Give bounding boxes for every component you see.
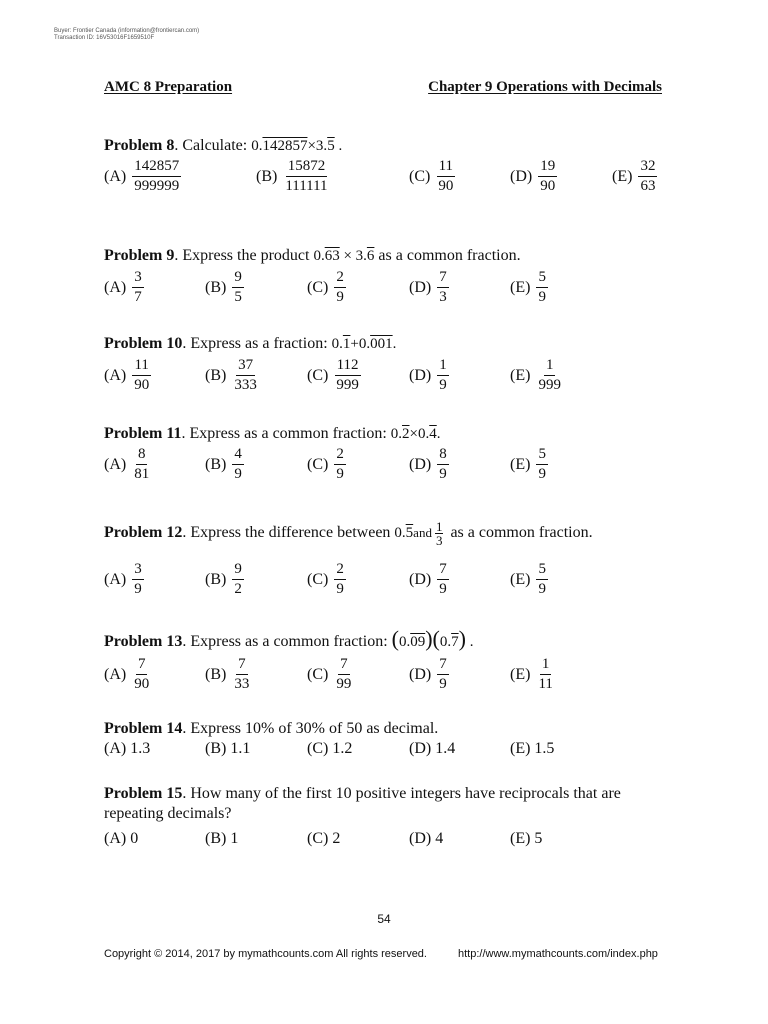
- numerator: 1: [540, 656, 552, 675]
- fraction: [232, 269, 244, 306]
- problem-label: Problem 15: [104, 785, 183, 802]
- choice-b[interactable]: [205, 269, 244, 306]
- expr-int: 0.: [313, 248, 325, 264]
- problem-label: Problem 8: [104, 137, 175, 154]
- choice-label: (C): [307, 570, 329, 588]
- choice-e[interactable]: (E) 1.5: [510, 740, 555, 757]
- expr-end: .: [465, 634, 474, 650]
- numerator: 37: [236, 357, 255, 376]
- expr-repeat: 4: [429, 426, 437, 442]
- choice-label: (A): [104, 278, 127, 296]
- problem-9: [104, 246, 521, 266]
- fraction: [334, 269, 346, 306]
- expr-int: 0.: [331, 336, 343, 352]
- choice-label: (E): [510, 455, 531, 473]
- choice-c[interactable]: [409, 158, 455, 195]
- fraction: [132, 656, 151, 693]
- denominator: 7: [134, 289, 142, 305]
- problem-tail: as a common fraction.: [374, 247, 521, 264]
- choice-e[interactable]: [510, 656, 555, 693]
- denominator: 9: [538, 289, 546, 305]
- problem-label: Problem 14: [104, 720, 183, 737]
- numerator: 7: [338, 656, 350, 675]
- numerator: 7: [136, 656, 148, 675]
- choice-label: (B): [205, 455, 227, 473]
- denominator: 2: [234, 581, 242, 597]
- denominator: 90: [438, 178, 454, 194]
- problem-expression: [394, 519, 446, 549]
- problem-15: [104, 784, 621, 824]
- numerator: 4: [232, 446, 244, 465]
- choice-label: (A): [104, 366, 127, 384]
- choice-a[interactable]: (A) 1.3: [104, 740, 151, 757]
- numerator: 2: [334, 446, 346, 465]
- choice-a[interactable]: (A) 0: [104, 830, 139, 847]
- choice-c[interactable]: [307, 561, 346, 598]
- expr-repeat: 2: [402, 426, 410, 442]
- expr-int: 0.: [398, 634, 411, 650]
- choice-label: (D): [409, 570, 432, 588]
- expr-op: × 3.: [339, 248, 367, 264]
- fraction: [536, 357, 563, 394]
- choice-e[interactable]: [510, 561, 548, 598]
- choice-a[interactable]: [104, 269, 144, 306]
- problem-expression: [313, 248, 374, 264]
- choice-label: (C): [307, 278, 329, 296]
- choice-label: (A): [104, 167, 127, 185]
- choice-label: (A): [104, 570, 127, 588]
- problem-text-line2: repeating decimals?: [104, 805, 232, 822]
- choice-e[interactable]: [510, 357, 563, 394]
- problem-label: Problem 11: [104, 425, 182, 442]
- fraction: [536, 269, 548, 306]
- paren-open: (: [432, 626, 440, 651]
- expr-int: 0.: [251, 138, 263, 154]
- denominator: 333: [234, 377, 257, 393]
- numerator: 1: [435, 519, 443, 535]
- denominator: 999999: [134, 178, 180, 194]
- fraction: [232, 561, 244, 598]
- choice-d[interactable]: [409, 656, 449, 693]
- choice-label: (D): [409, 665, 432, 683]
- choice-label: (A): [104, 665, 127, 683]
- numerator: 3: [132, 269, 144, 288]
- problem-12: [104, 516, 593, 550]
- fraction: [536, 656, 554, 693]
- fraction: [334, 357, 361, 394]
- choice-c[interactable]: [307, 446, 346, 483]
- choice-label: (C): [307, 366, 329, 384]
- numerator: 7: [236, 656, 248, 675]
- numerator: 5: [536, 561, 548, 580]
- expr-end: .: [392, 336, 397, 352]
- expr-int: 0.: [439, 634, 452, 650]
- choice-b[interactable]: [205, 446, 244, 483]
- fraction: [232, 357, 259, 394]
- choice-c[interactable]: (C) 2: [307, 830, 341, 847]
- problem-tail: as a common fraction.: [446, 524, 593, 541]
- fraction: [334, 656, 353, 693]
- numerator: 1: [437, 357, 449, 376]
- fraction: [437, 269, 449, 306]
- numerator: 1: [544, 357, 556, 376]
- choice-label: (E): [510, 278, 531, 296]
- choice-b[interactable]: [205, 656, 251, 693]
- denominator: 3: [439, 289, 447, 305]
- choice-label: (C): [307, 455, 329, 473]
- choice-label: (E): [510, 570, 531, 588]
- denominator: 9: [336, 289, 344, 305]
- fraction: [283, 158, 329, 195]
- denominator: 9: [336, 581, 344, 597]
- numerator: 11: [437, 158, 455, 177]
- denominator: 9: [538, 466, 546, 482]
- fraction: [538, 158, 557, 195]
- choice-e[interactable]: [510, 269, 548, 306]
- numerator: 8: [437, 446, 449, 465]
- fraction: [132, 158, 181, 195]
- expr-repeat: 6: [366, 248, 375, 264]
- denominator: 90: [540, 178, 556, 194]
- problem-expression: [332, 336, 397, 352]
- choice-d[interactable]: [409, 269, 449, 306]
- expr-repeat: 5: [405, 525, 414, 541]
- expr-repeat: 7: [451, 634, 459, 650]
- problem-14: [104, 719, 438, 739]
- denominator: 9: [336, 466, 344, 482]
- denominator: 63: [640, 178, 656, 194]
- choice-a[interactable]: [104, 357, 151, 394]
- numerator: 8: [136, 446, 148, 465]
- problem-text: . Express as a fraction:: [182, 335, 332, 352]
- choice-a[interactable]: [104, 561, 144, 598]
- footer-url[interactable]: http://www.mymathcounts.com/index.php: [458, 948, 658, 960]
- choice-e[interactable]: [612, 158, 657, 195]
- choice-label: (E): [612, 167, 633, 185]
- expr-int: 0.: [394, 525, 406, 541]
- problem-8: [104, 136, 342, 156]
- denominator: 999: [538, 377, 561, 393]
- choice-c[interactable]: (C) 1.2: [307, 740, 353, 757]
- header-title: AMC 8 Preparation: [104, 79, 233, 95]
- choice-b[interactable]: (B) 1: [205, 830, 239, 847]
- inline-fraction: [435, 520, 444, 547]
- expr-repeat: 001: [370, 336, 393, 352]
- problem-text: . Express as a common fraction:: [181, 425, 391, 442]
- numerator: 11: [132, 357, 150, 376]
- choice-label: (A): [104, 455, 127, 473]
- denominator: 11: [538, 676, 553, 692]
- problem-expression: [251, 138, 342, 154]
- problem-10: [104, 334, 396, 354]
- choice-c[interactable]: [307, 269, 346, 306]
- fraction: [132, 561, 144, 598]
- expr-op: ×0.: [409, 426, 430, 442]
- expr-repeat: 09: [410, 634, 426, 650]
- expr-op: ×3.: [307, 138, 328, 154]
- watermark-buyer: Buyer: Frontier Canada (information@frontiercan.com): [54, 28, 200, 34]
- footer-copyright: Copyright © 2014, 2017 by mymathcounts.com All rights reserved.: [104, 948, 427, 960]
- problem-label: Problem 13: [104, 633, 183, 650]
- numerator: 7: [437, 561, 449, 580]
- denominator: 9: [134, 581, 142, 597]
- header-chapter: Chapter 9 Operations with Decimals: [428, 79, 662, 95]
- fraction: [232, 446, 244, 483]
- choice-label: (C): [409, 167, 431, 185]
- numerator: 7: [437, 656, 449, 675]
- choice-label: (D): [409, 278, 432, 296]
- fraction: [132, 357, 151, 394]
- denominator: 90: [134, 377, 150, 393]
- numerator: 2: [334, 561, 346, 580]
- problem-label: Problem 10: [104, 335, 183, 352]
- fraction: [232, 656, 251, 693]
- choice-label: (E): [510, 665, 531, 683]
- choice-a[interactable]: [104, 158, 181, 195]
- problem-expression: [391, 626, 474, 651]
- denominator: 99: [336, 676, 352, 692]
- paren-close: ): [458, 626, 466, 651]
- numerator: 112: [335, 357, 361, 376]
- problem-text: . Express as a common fraction:: [182, 633, 392, 650]
- expr-repeat: 1: [342, 336, 351, 352]
- numerator: 15872: [286, 158, 328, 177]
- choice-label: (B): [205, 278, 227, 296]
- denominator: 999: [336, 377, 359, 393]
- denominator: 3: [435, 533, 443, 549]
- problem-13: [104, 626, 473, 655]
- choice-label: (D): [409, 366, 432, 384]
- denominator: 9: [439, 466, 447, 482]
- fraction: [536, 446, 548, 483]
- fraction: [437, 561, 449, 598]
- choice-d[interactable]: (D) 4: [409, 830, 444, 847]
- problem-text: . Express 10% of 30% of 50 as decimal.: [182, 720, 439, 737]
- choice-d[interactable]: (D) 1.4: [409, 740, 456, 757]
- fraction: [436, 158, 455, 195]
- choice-label: (B): [205, 570, 227, 588]
- denominator: 9: [439, 581, 447, 597]
- denominator: 33: [234, 676, 250, 692]
- denominator: 9: [439, 377, 447, 393]
- watermark: [54, 28, 199, 42]
- numerator: 5: [536, 269, 548, 288]
- problem-11: [104, 424, 440, 444]
- choice-a[interactable]: [104, 656, 151, 693]
- choice-e[interactable]: [510, 446, 548, 483]
- expr-op: +0.: [350, 336, 371, 352]
- choice-label: (E): [510, 366, 531, 384]
- fraction: [334, 446, 346, 483]
- denominator: 90: [134, 676, 150, 692]
- numerator: 2: [334, 269, 346, 288]
- denominator: 9: [234, 466, 242, 482]
- fraction: [437, 656, 449, 693]
- fraction: [638, 158, 657, 195]
- choice-label: (B): [205, 665, 227, 683]
- expr-end: .: [334, 138, 343, 154]
- expr-repeat: 142857: [262, 138, 308, 154]
- choice-label: (C): [307, 665, 329, 683]
- page-number: 54: [377, 912, 391, 926]
- denominator: 81: [134, 466, 150, 482]
- denominator: 9: [538, 581, 546, 597]
- choice-label: (B): [205, 366, 227, 384]
- problem-text: . Calculate:: [174, 137, 252, 154]
- choice-d[interactable]: [409, 357, 449, 394]
- numerator: 5: [536, 446, 548, 465]
- fraction: [132, 269, 144, 306]
- numerator: 142857: [132, 158, 181, 177]
- choice-a[interactable]: [104, 446, 151, 483]
- watermark-transaction: Transaction ID: 16V53016F1659510F: [54, 35, 155, 41]
- numerator: 9: [232, 561, 244, 580]
- numerator: 3: [132, 561, 144, 580]
- choice-c[interactable]: [307, 656, 353, 693]
- choice-b[interactable]: [205, 561, 244, 598]
- fraction: [334, 561, 346, 598]
- choice-d[interactable]: [409, 561, 449, 598]
- denominator: 5: [234, 289, 242, 305]
- problem-text: . Express the product: [174, 247, 314, 264]
- numerator: 19: [538, 158, 557, 177]
- choice-d[interactable]: [510, 158, 557, 195]
- paren-close: ): [425, 626, 433, 651]
- choice-c[interactable]: [307, 357, 361, 394]
- expr-end: .: [436, 426, 441, 442]
- numerator: 9: [232, 269, 244, 288]
- problem-text: . How many of the first 10 positive integers have reciprocals that are: [182, 785, 621, 802]
- expr-and: and: [413, 525, 432, 540]
- choice-d[interactable]: [409, 446, 449, 483]
- problem-expression: [391, 426, 441, 442]
- choice-b[interactable]: [256, 158, 330, 195]
- problem-text: . Express the difference between: [182, 524, 395, 541]
- choice-b[interactable]: [205, 357, 259, 394]
- choice-label: (D): [510, 167, 533, 185]
- problem-label: Problem 12: [104, 524, 183, 541]
- expr-repeat: 63: [324, 248, 340, 264]
- expr-repeat: 5: [327, 138, 335, 154]
- choice-e[interactable]: (E) 5: [510, 830, 543, 847]
- paren-open: (: [391, 626, 399, 651]
- numerator: 7: [437, 269, 449, 288]
- choice-b[interactable]: (B) 1.1: [205, 740, 251, 757]
- expr-int: 0.: [390, 426, 403, 442]
- fraction: [132, 446, 151, 483]
- problem-label: Problem 9: [104, 247, 175, 264]
- denominator: 111111: [285, 178, 328, 194]
- numerator: 32: [638, 158, 657, 177]
- choice-label: (D): [409, 455, 432, 473]
- fraction: [437, 446, 449, 483]
- fraction: [536, 561, 548, 598]
- fraction: [437, 357, 449, 394]
- denominator: 9: [439, 676, 447, 692]
- choice-label: (B): [256, 167, 278, 185]
